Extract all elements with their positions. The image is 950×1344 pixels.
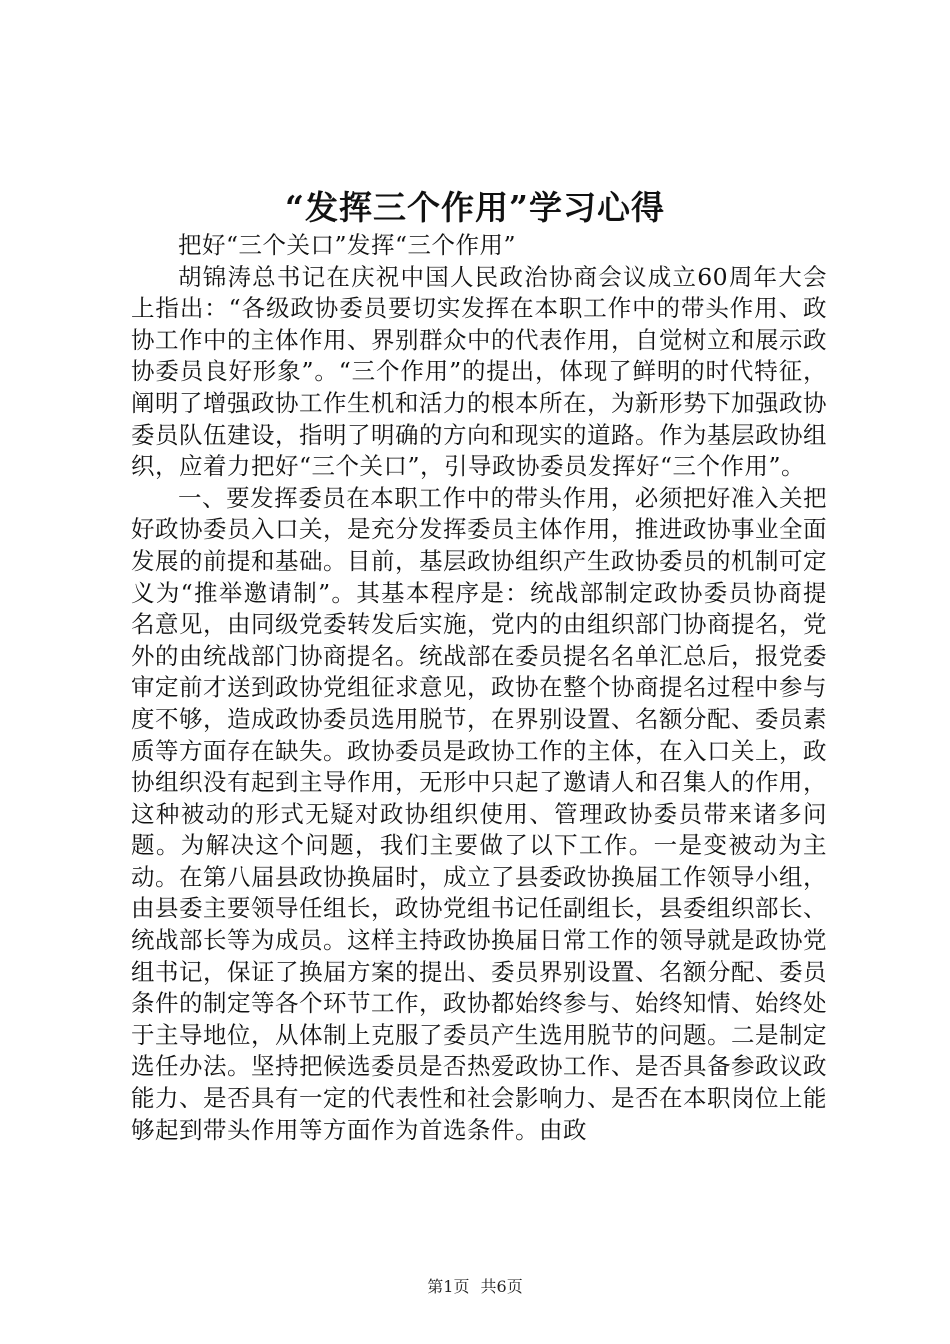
page-total: 共6页 <box>480 1277 523 1296</box>
document-body <box>131 230 827 1146</box>
subtitle-paragraph: 把好“三个关口”发挥“三个作用” <box>178 231 517 259</box>
body-paragraph: 一、要发挥委员在本职工作中的带头作用，必须把好准入关把好政协委员入口关，是充分发挥委员主体作用，推进政协事业全面发展的前提和基础。目前，基层政协组织产生政协委员的机制可定义为“推举邀请制”。其基本程序是：统战部制定政协委员协商提名意见，由同级党委转发后实施，党内的由组织部门协商提名，党外的由统战部门协商提名。统战部在委员提名名单汇总后，报党委审定前才送到政协党组征求意见，政协在整个协商提名过程中参与度不够，造成政协委员选用脱节，在界别设置、名额分配、委员素质等方面存在缺失。政协委员是政协工作的主体，在入口关上，政协组织没有起到主导作用，无形中只起了邀请人和召集人的作用，这种被动的形式无疑对政协组织使用、管理政协委员带来诸多问题。为解决这个问题，我们主要做了以下工作。一是变被动为主动。在第八届县政协换届时，成立了县委政协换届工作领导小组，由县委主要领导任组长，政协党组书记任副组长，县委组织部长、统战部长等为成员。这样主持政协换届日常工作的领导就是政协党组书记，保证了换届方案的提出、委员界别设置、名额分配、委员条件的制定等各个环节工作，政协都始终参与、始终知情、始终处于主导地位，从体制上克服了委员产生选用脱节的问题。二是制定选任办法。坚持把候选委员是否热爱政协工作、是否具备参政议政能力、是否具有一定的代表性和社会影响力、是否在本职岗位上能够起到带头作用等方面作为首选条件。由政 <box>131 483 827 1144</box>
page-number: 第1页 <box>427 1277 470 1296</box>
document-title: “发挥三个作用”学习心得 <box>285 188 665 227</box>
body-paragraph: 胡锦涛总书记在庆祝中国人民政治协商会议成立60周年大会上指出：“各级政协委员要切实发挥在本职工作中的带头作用、政协工作中的主体作用、界别群众中的代表作用，自觉树立和展示政协委员良好形象”。“三个作用”的提出，体现了鲜明的时代特征，阐明了增强政协工作生机和活力的根本所在，为新形势下加强政协委员队伍建设，指明了明确的方向和现实的道路。作为基层政协组织，应着力把好“三个关口”，引导政协委员发挥好“三个作用”。 <box>131 262 827 481</box>
page-footer <box>0 1276 950 1298</box>
